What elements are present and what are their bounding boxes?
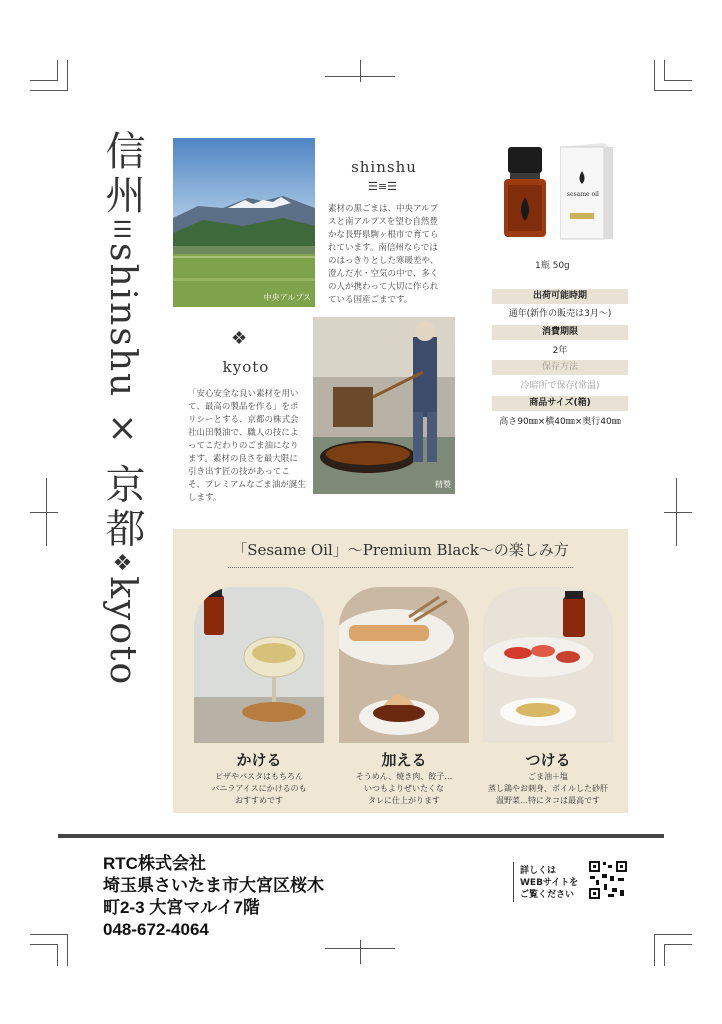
- kyoto-photo-caption: 精製: [435, 480, 451, 489]
- crop-mark: [664, 80, 692, 81]
- desc-line: タレに仕上がります: [368, 796, 440, 805]
- title-times: ×: [102, 408, 143, 454]
- crop-mark: [664, 944, 692, 945]
- more-info-text: [520, 865, 578, 901]
- desc-line: ピザやパスタはもちろん: [215, 772, 303, 781]
- title-shinshu-latin: shinshu: [102, 243, 143, 399]
- oil-bottle-image: [500, 145, 550, 240]
- kyoto-heading: kyoto: [222, 358, 270, 376]
- spec-storage-head: 保存方法: [492, 360, 628, 375]
- desc-line: ごま油＋塩: [528, 772, 568, 781]
- crop-mark: [30, 512, 58, 513]
- card-title-kakeru: かける: [236, 751, 282, 769]
- spec-storage-value: 冷暗所で保存(常温): [520, 381, 600, 391]
- card-image-tsukeru: [483, 587, 613, 743]
- spec-size-value: 高さ90㎜×横40㎜×奥行40㎜: [499, 417, 621, 427]
- desc-line: おすすめです: [234, 796, 284, 805]
- crop-mark: [654, 90, 692, 91]
- crop-mark: [360, 940, 361, 964]
- spec-expiry-head: 消費期限: [492, 325, 628, 340]
- crop-mark: [57, 944, 58, 966]
- crop-mark: [664, 512, 692, 513]
- card-desc-kakeru: [189, 771, 329, 807]
- kyoto-mark-icon: ❖: [110, 551, 135, 577]
- company-name: RTC株式会社: [103, 854, 206, 873]
- product-volume: 1瓶 50g: [535, 261, 570, 271]
- card-desc-tsukeru: [478, 771, 618, 807]
- oil-box-image: [560, 141, 615, 240]
- enjoy-title: 「Sesame Oil」〜Premium Black〜の楽しみ方: [232, 541, 569, 559]
- crop-mark: [654, 60, 655, 91]
- vertical-title: [96, 130, 146, 690]
- title-shinshu-kanji: 信州: [99, 130, 145, 218]
- box-label: sesame oil: [567, 191, 599, 198]
- kyoto-photo: [313, 317, 455, 494]
- card-desc-kuwaeru: [334, 771, 474, 807]
- card-image-kakeru: [194, 587, 324, 743]
- company-address: [103, 853, 324, 941]
- crop-mark: [654, 934, 655, 966]
- spec-ship-head: 出荷可能時期: [492, 289, 628, 304]
- crop-mark: [664, 944, 665, 966]
- shinshu-photo: [173, 138, 315, 307]
- desc-line: いつもよりぜいたくな: [364, 784, 444, 793]
- card-title-tsukeru: つける: [525, 751, 571, 769]
- more-line: ご覧ください: [520, 890, 575, 900]
- footer-rule: [58, 834, 664, 838]
- spec-size-head: 商品サイズ(箱): [492, 396, 628, 411]
- crop-mark: [664, 60, 665, 81]
- shinshu-heading: shinshu: [351, 158, 417, 176]
- shinshu-photo-caption: 中央アルプス: [263, 293, 311, 302]
- title-kyoto-latin: kyoto: [102, 576, 143, 687]
- kyoto-body: 「安心安全な良い素材を用いて、最高の製品を作る」をポリシーとする、京都の株式会社山田製油で、職人の技によってこだわりのごま油になります。素材の良さを最大限に引き出す匠の技があってこそ、プレミアムなごま油が誕生します。: [188, 389, 306, 503]
- crop-mark: [67, 934, 68, 966]
- more-info-bar: [513, 862, 514, 902]
- desc-line: そうめん、焼き肉、餃子…: [355, 772, 453, 781]
- qr-code-icon[interactable]: [588, 860, 628, 900]
- spec-ship-value: 通年(新作の販売は3月〜): [508, 309, 612, 319]
- crop-mark: [57, 60, 58, 81]
- more-line: WEBサイトを: [520, 878, 579, 888]
- enjoy-panel: [173, 529, 628, 813]
- address-line-1: 埼玉県さいたま市大宮区桜木: [103, 876, 324, 895]
- crop-mark: [654, 934, 692, 935]
- card-image-kuwaeru: [339, 587, 469, 743]
- phone-number: 048-672-4064: [103, 920, 209, 939]
- crop-mark: [30, 934, 68, 935]
- shinshu-mark-icon: ☰: [110, 218, 135, 243]
- shinshu-mark-icon: ☰≡☰: [368, 180, 397, 193]
- crop-mark: [30, 80, 58, 81]
- crop-mark: [67, 60, 68, 91]
- address-line-2: 町2-3 大宮マルイ7階: [103, 898, 260, 917]
- crop-mark: [360, 60, 361, 82]
- enjoy-divider: [228, 567, 573, 568]
- card-title-kuwaeru: 加える: [381, 751, 427, 769]
- desc-line: バニラアイスにかけるのも: [211, 784, 307, 793]
- spec-expiry-value: 2年: [552, 346, 568, 356]
- more-line: 詳しくは: [520, 866, 557, 876]
- desc-line: 蒸し鶏やお刺身、ボイルした砂肝: [488, 784, 608, 793]
- crop-mark: [30, 90, 68, 91]
- shinshu-body: 素材の黒ごまは、中央アルプスと南アルプスを望む自然豊かな長野県駒ヶ根市で育てられています。南信州ならではのはっきりとした寒暖差や、澄んだ水・空気の中で、多くの人が携わって大切に作られている国産ごまです。: [328, 204, 439, 305]
- desc-line: 温野菜…特にタコは最高です: [496, 796, 600, 805]
- crop-mark: [30, 944, 58, 945]
- kyoto-mark-icon: ❖: [231, 328, 248, 349]
- crop-mark: [46, 478, 47, 546]
- title-kyoto-kanji: 京都: [99, 463, 145, 552]
- crop-mark: [676, 478, 677, 546]
